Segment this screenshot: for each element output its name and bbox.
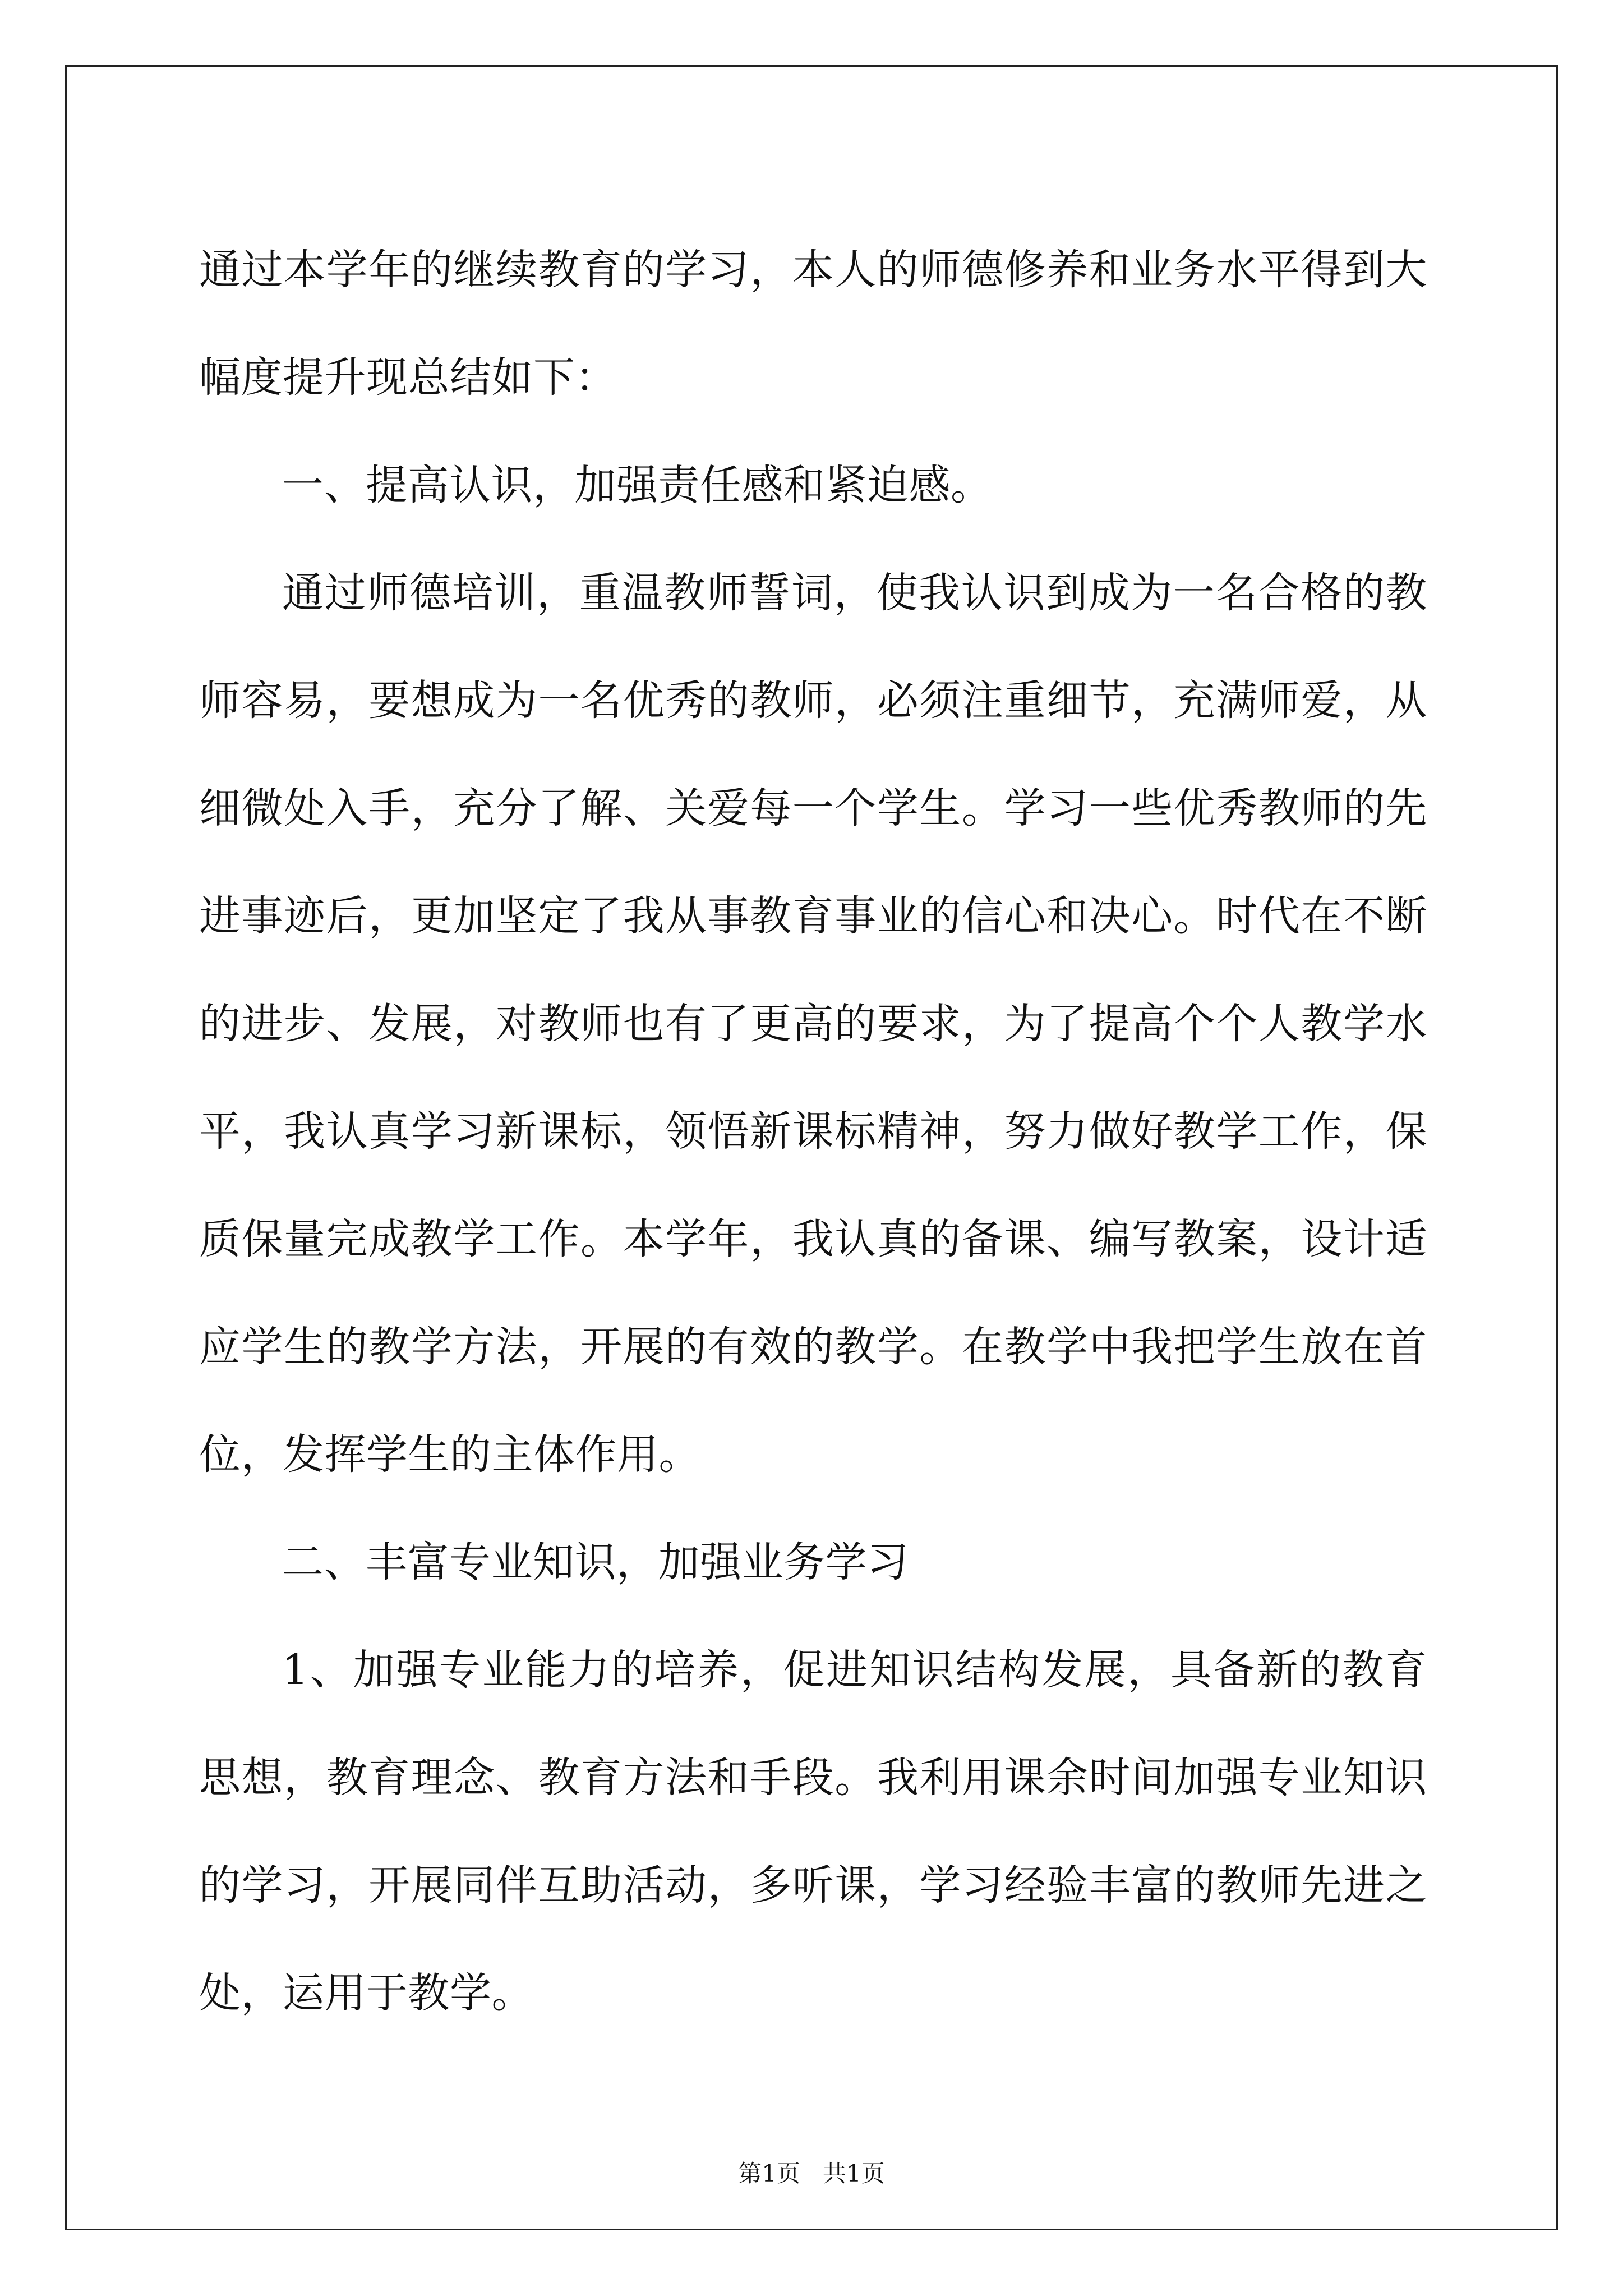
document-body: [199, 216, 1427, 2047]
page-number-total: 共1页: [823, 2160, 885, 2187]
section-heading-1: 一、提高认识，加强责任感和紧迫感。: [282, 461, 993, 509]
body-paragraph-2: 1、加强专业能力的培养，促进知识结构发展，具备新的教育思想，教育理念、教育方法和手段。我利用课余时间加强专业知识的学习，开展同伴互助活动，多听课，学习经验丰富的教师先进之处，运用于教学。: [199, 1646, 1427, 2017]
section-heading-2: 二、丰富专业知识，加强业务学习: [282, 1538, 909, 1586]
intro-paragraph: 通过本学年的继续教育的学习，本人的师德修养和业务水平得到大幅度提升现总结如下：: [199, 246, 1427, 402]
page-footer: [0, 2157, 1623, 2191]
page-number-current: 第1页: [738, 2160, 800, 2187]
body-paragraph-1: 通过师德培训，重温教师誓词，使我认识到成为一名合格的教师容易，要想成为一名优秀的教师，必须注重细节，充满师爱，从细微处入手，充分了解、关爱每一个学生。学习一些优秀教师的先进事迹后，更加坚定了我从事教育事业的信心和决心。时代在不断的进步、发展，对教师也有了更高的要求，为了提高个个人教学水平，我认真学习新课标，领悟新课标精神，努力做好教学工作，保质保量完成教学工作。本学年，我认真的备课、编写教案，设计适应学生的教学方法，开展的有效的教学。在教学中我把学生放在首位，发挥学生的主体作用。: [199, 569, 1427, 1479]
